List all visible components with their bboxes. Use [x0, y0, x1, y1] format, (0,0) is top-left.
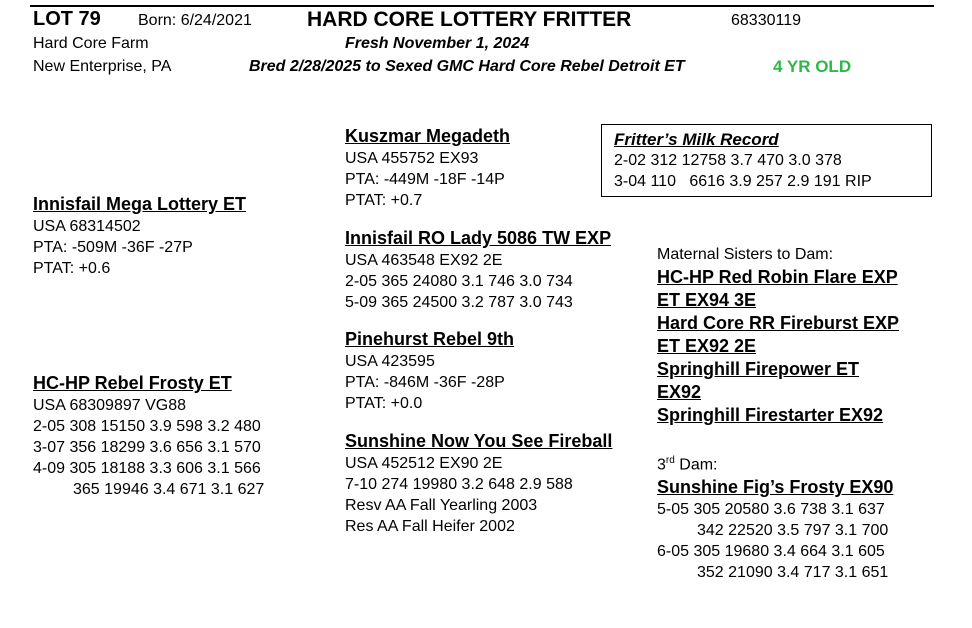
age-badge: 4 YR OLD [773, 57, 852, 76]
dam-line: 4-09 305 18188 3.3 606 3.1 566 [33, 460, 261, 477]
born-date: Born: 6/24/2021 [138, 12, 252, 29]
sire-dam-line: 2-05 365 24080 3.1 746 3.0 734 [345, 273, 573, 290]
third-dam-line: 5-05 305 20580 3.6 738 3.1 637 [657, 501, 885, 519]
dam-dam-line: 7-10 274 19980 3.2 648 2.9 588 [345, 476, 573, 493]
sire-sire-line: PTAT: +0.7 [345, 192, 423, 209]
dam-sire-line: PTAT: +0.0 [345, 395, 423, 412]
fresh-date: Fresh November 1, 2024 [345, 35, 530, 52]
sire-dam-line: USA 463548 EX92 2E [345, 252, 503, 269]
dam-line: USA 68309897 VG88 [33, 397, 187, 414]
third-dam-label-rest: Dam: [674, 456, 718, 474]
dam-dam-name: Sunshine Now You See Fireball [345, 431, 613, 451]
third-dam-label [657, 450, 893, 475]
dam-line: 365 19946 3.4 671 3.1 627 [73, 481, 265, 498]
sire-sire-line: PTA: -449M -18F -14P [345, 171, 505, 188]
sire-dam-line: 5-09 365 24500 3.2 787 3.0 743 [345, 294, 573, 311]
dam-line: 3-07 356 18299 3.6 656 3.1 570 [33, 439, 261, 456]
dam-sire-block [345, 327, 514, 414]
sire-sire-block [345, 124, 510, 211]
third-dam-name: Sunshine Fig’s Frosty EX90 [657, 477, 894, 498]
lot-number: LOT 79 [33, 8, 101, 30]
dam-name: HC-HP Rebel Frosty ET [33, 373, 232, 393]
maternal-sister-name: Springhill Firestarter EX92 [657, 405, 884, 425]
milk-record-line: 3-04 110 6616 3.9 257 2.9 191 RIP [614, 173, 872, 190]
dam-line: 2-05 308 15150 3.9 598 3.2 480 [33, 418, 261, 435]
sire-block [33, 192, 246, 279]
dam-dam-line: USA 452512 EX90 2E [345, 455, 503, 472]
milk-record-box [601, 124, 932, 197]
dam-dam-line: Resv AA Fall Yearling 2003 [345, 497, 538, 514]
third-dam-line: 342 22520 3.5 797 3.1 700 [697, 522, 889, 540]
sire-line: PTA: -509M -36F -27P [33, 239, 193, 256]
dam-dam-line: Res AA Fall Heifer 2002 [345, 518, 515, 535]
registration-number: 68330119 [731, 12, 801, 29]
milk-record-line: 2-02 312 12758 3.7 470 3.0 378 [614, 152, 842, 169]
sire-name: Innisfail Mega Lottery ET [33, 194, 247, 214]
dam-block [33, 371, 264, 500]
maternal-sister-name: ET EX94 3E [657, 290, 757, 310]
sire-line: USA 68314502 [33, 218, 141, 235]
third-dam-label-sup: rd [665, 455, 675, 466]
maternal-sisters-block [657, 244, 899, 427]
third-dam-line: 6-05 305 19680 3.4 664 3.1 605 [657, 543, 885, 561]
sire-dam-name: Innisfail RO Lady 5086 TW EXP [345, 228, 612, 248]
sire-dam-block [345, 226, 611, 313]
dam-dam-block [345, 429, 612, 537]
maternal-sister-name: ET EX92 2E [657, 336, 757, 356]
third-dam-label-num: 3 [657, 456, 666, 474]
third-dam-line: 352 21090 3.4 717 3.1 651 [697, 564, 889, 582]
maternal-sister-name: Hard Core RR Fireburst EXP [657, 313, 900, 333]
maternal-sister-name: HC-HP Red Robin Flare EXP [657, 267, 898, 287]
dam-sire-line: PTA: -846M -36F -28P [345, 374, 505, 391]
bred-info: Bred 2/28/2025 to Sexed GMC Hard Core Rebel Detroit ET [249, 58, 685, 75]
sire-sire-line: USA 455752 EX93 [345, 150, 479, 167]
farm-name: Hard Core Farm [33, 35, 149, 52]
milk-record-title: Fritter’s Milk Record [614, 130, 779, 149]
animal-name: HARD CORE LOTTERY FRITTER [307, 8, 632, 31]
maternal-sisters-label: Maternal Sisters to Dam: [657, 246, 834, 263]
sire-sire-name: Kuszmar Megadeth [345, 126, 511, 146]
sire-line: PTAT: +0.6 [33, 260, 111, 277]
dam-sire-line: USA 423595 [345, 353, 435, 370]
top-rule [30, 5, 934, 7]
third-dam-block [657, 450, 893, 583]
maternal-sister-name: Springhill Firepower ET [657, 359, 860, 379]
dam-sire-name: Pinehurst Rebel 9th [345, 329, 515, 349]
farm-location: New Enterprise, PA [33, 58, 172, 75]
maternal-sister-name: EX92 [657, 382, 702, 402]
